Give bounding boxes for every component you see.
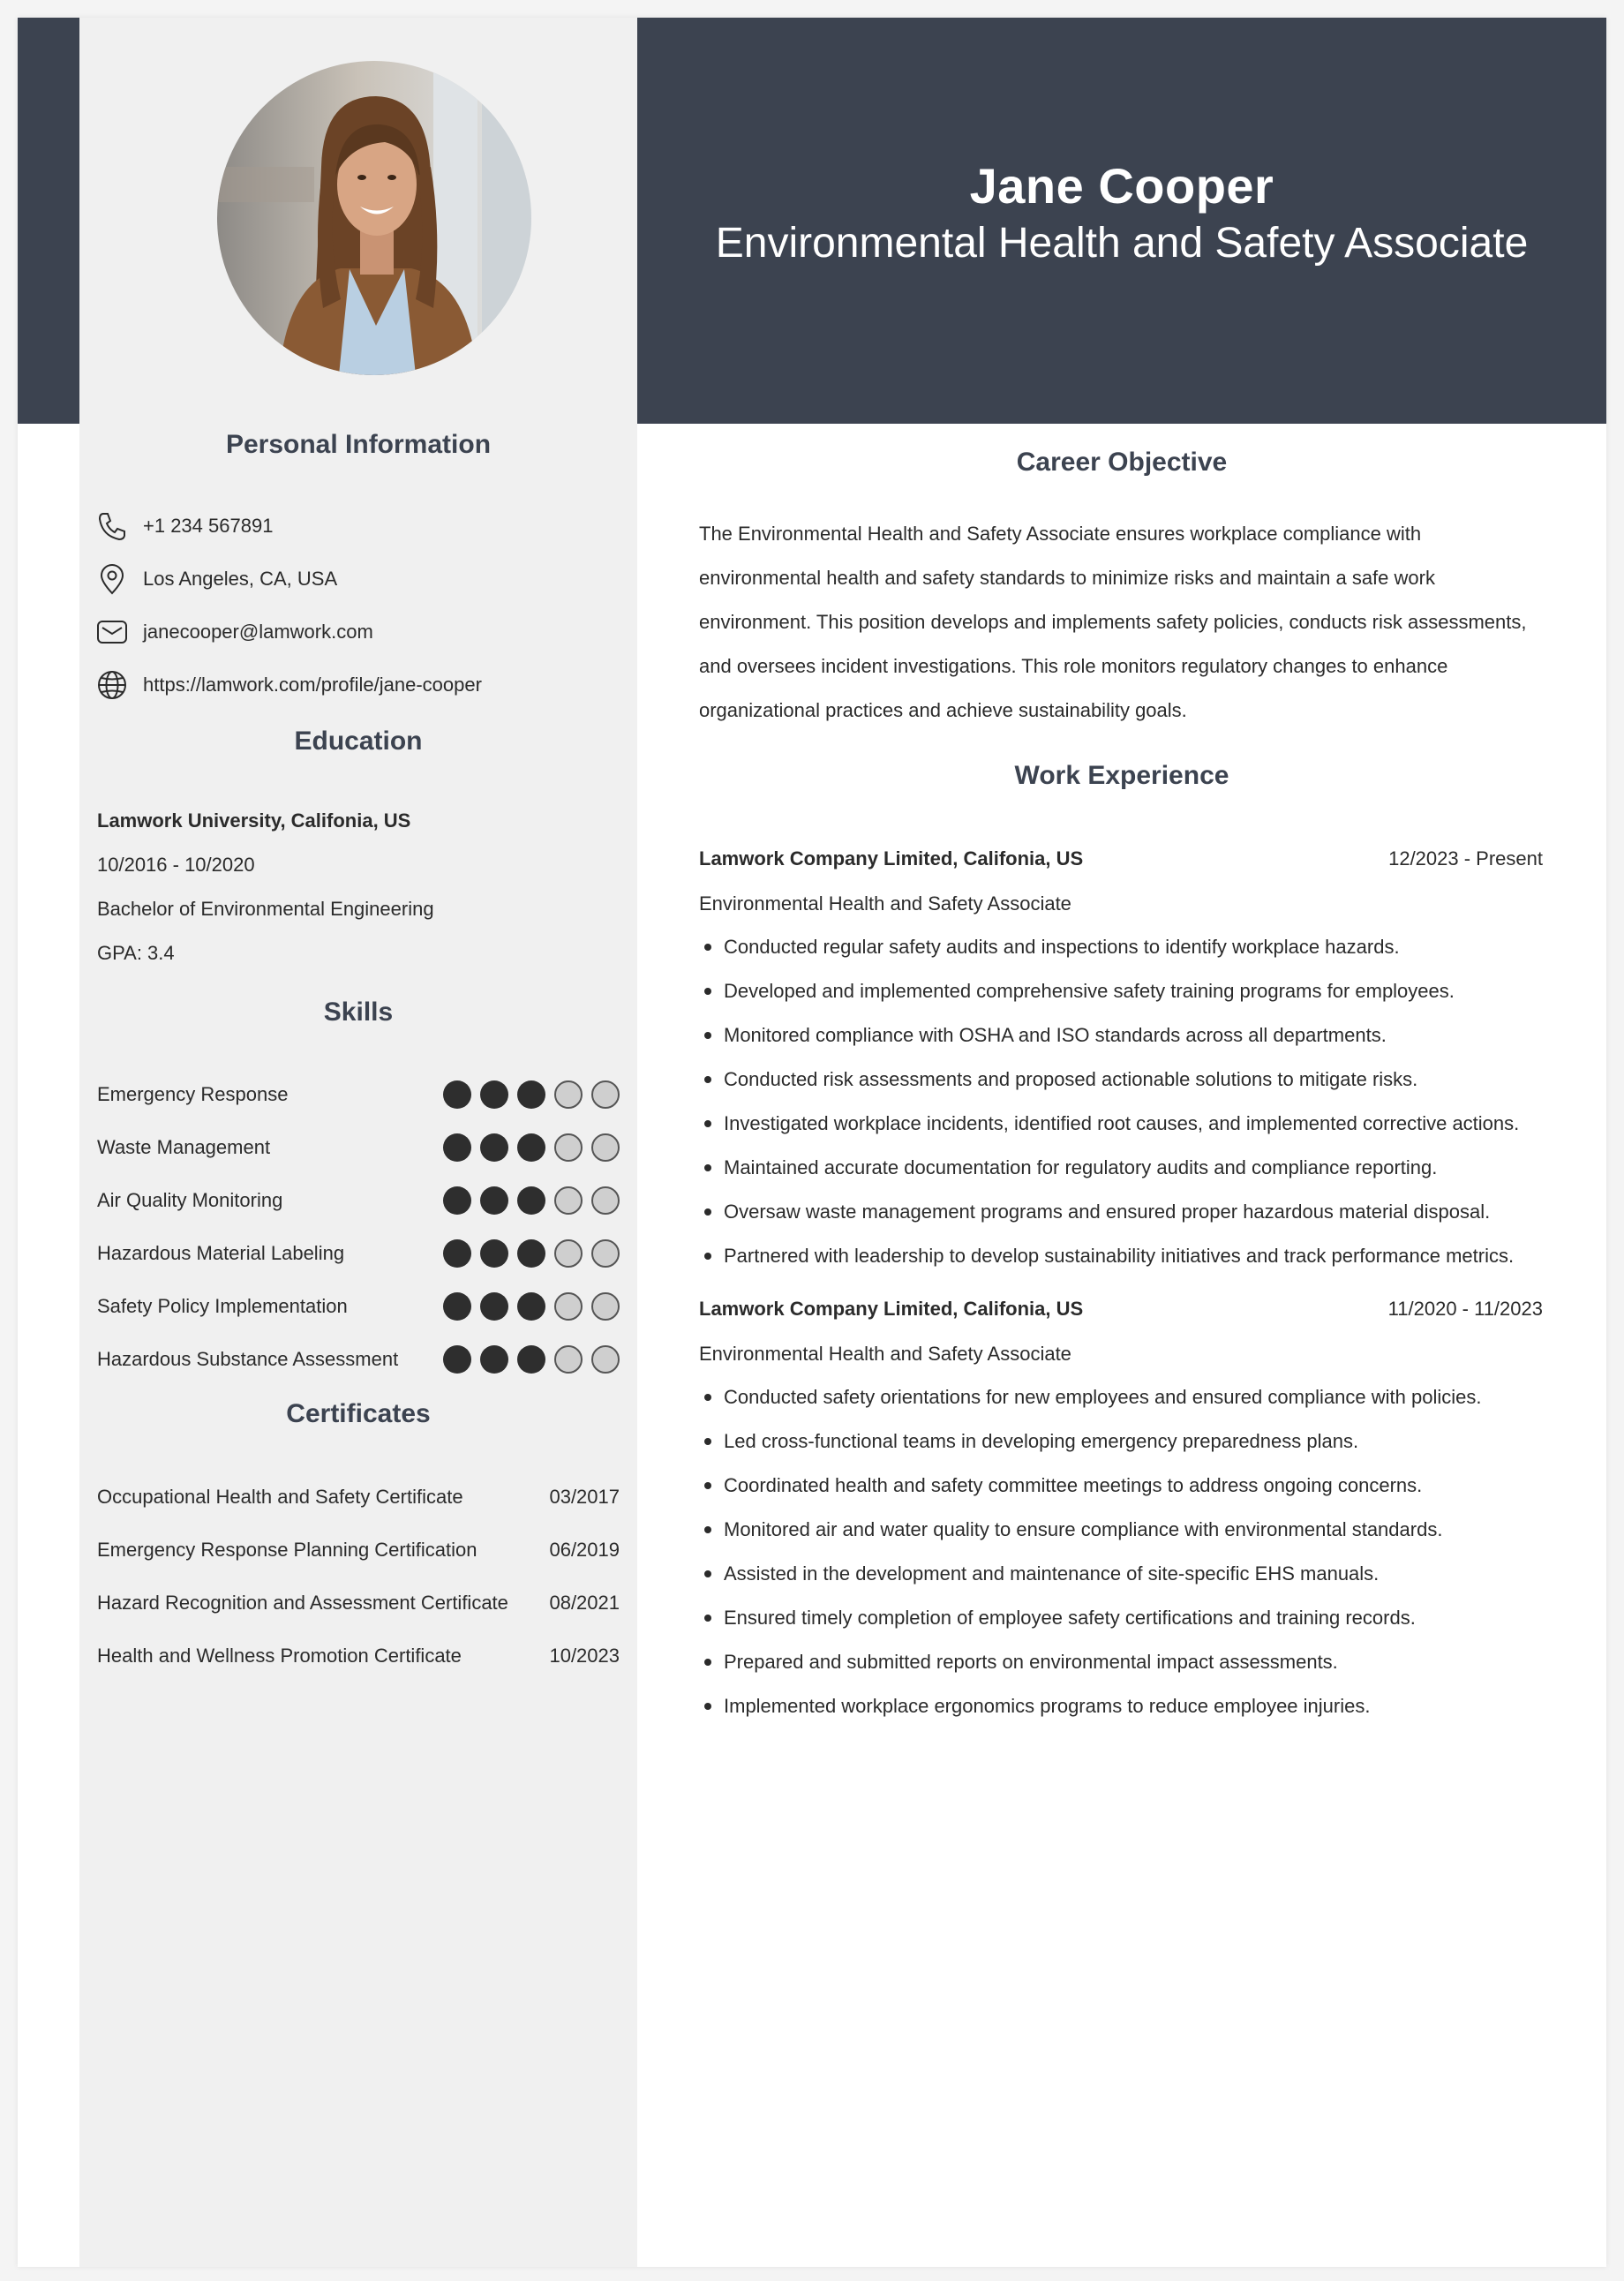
website-text[interactable]: https://lamwork.com/profile/jane-cooper [143,674,482,696]
skill-rating [443,1239,620,1268]
certificate-date: 10/2023 [549,1645,620,1667]
job-bullet [724,1152,1437,1184]
bullet-marker [704,1394,711,1401]
work-experience-title: Work Experience [1014,761,1229,790]
certificate-row [97,1534,620,1566]
bullet-marker [704,1615,711,1622]
skill-name: Air Quality Monitoring [97,1189,283,1211]
bullet-marker [704,1570,711,1577]
rating-dot-filled [480,1080,508,1109]
bullet-marker [704,1120,711,1127]
certificate-row [97,1481,620,1513]
job-bullet [724,1108,1519,1140]
skills-title: Skills [323,997,394,1027]
bullet-text: Coordinated health and safety committee meetings to address ongoing concerns. [724,1474,1423,1496]
skill-rating [443,1345,620,1374]
education-dates: 10/2016 - 10/2020 [97,854,255,876]
education-gpa: GPA: 3.4 [97,942,175,964]
bullet-text: Assisted in the development and maintenance of site-specific EHS manuals. [724,1562,1380,1585]
job-bullet [724,931,1400,963]
job-bullet [724,1690,1370,1722]
skill-row [97,1132,620,1163]
job-bullet [724,1020,1387,1051]
rating-dot-filled [443,1345,471,1374]
rating-dot-filled [443,1133,471,1162]
bullet-text: Monitored air and water quality to ensure compliance with environmental standards. [724,1518,1443,1540]
rating-dot-filled [517,1133,545,1162]
skill-name: Safety Policy Implementation [97,1295,348,1317]
certificate-name: Emergency Response Planning Certification [97,1539,477,1561]
location-row [95,561,337,597]
skill-row [97,1079,620,1110]
job-bullet [724,1514,1442,1546]
rating-dot-empty [591,1133,620,1162]
skill-rating [443,1080,620,1109]
globe-icon [95,668,129,702]
certificate-date: 03/2017 [549,1486,620,1508]
skill-name: Waste Management [97,1136,271,1158]
bullet-marker [704,1076,711,1083]
bullet-text: Monitored compliance with OSHA and ISO standards across all departments. [724,1024,1387,1046]
rating-dot-empty [554,1345,583,1374]
phone-row [95,508,273,544]
rating-dot-filled [443,1186,471,1215]
bullet-text: Implemented workplace ergonomics programs to reduce employee injuries. [724,1695,1371,1717]
bullet-marker [704,1032,711,1039]
rating-dot-filled [517,1345,545,1374]
email-text[interactable]: janecooper@lamwork.com [143,621,373,643]
certificate-row [97,1587,620,1619]
rating-dot-filled [443,1239,471,1268]
rating-dot-filled [443,1080,471,1109]
bullet-marker [704,1703,711,1710]
certificate-date: 06/2019 [549,1539,620,1561]
job-company: Lamwork Company Limited, Califonia, US [699,1298,1084,1320]
bullet-marker [704,988,711,995]
job-dates: 12/2023 - Present [1388,847,1543,869]
bullet-text: Investigated workplace incidents, identified root causes, and implemented corrective actions. [724,1112,1520,1134]
rating-dot-filled [517,1239,545,1268]
certificate-name: Health and Wellness Promotion Certificate [97,1645,462,1667]
phone-icon [95,509,129,543]
rating-dot-filled [480,1292,508,1321]
avatar [217,61,531,375]
certificate-date: 08/2021 [549,1592,620,1614]
job-bullet [724,1426,1358,1457]
location-text: Los Angeles, CA, USA [143,568,338,590]
bullet-text: Conducted regular safety audits and inspections to identify workplace hazards. [724,936,1400,958]
education-title: Education [294,726,423,756]
rating-dot-filled [480,1239,508,1268]
skill-row [97,1185,620,1216]
bullet-marker [704,1659,711,1666]
location-pin-icon [95,562,129,596]
rating-dot-empty [554,1080,583,1109]
phone-text: +1 234 567891 [143,515,274,537]
job-bullet [724,1381,1481,1413]
skill-name: Emergency Response [97,1083,289,1105]
bullet-text: Conducted safety orientations for new employees and ensured compliance with policies. [724,1386,1482,1408]
rating-dot-empty [591,1186,620,1215]
candidate-name: Jane Cooper [969,158,1274,214]
job-bullet [724,1196,1490,1228]
bullet-text: Oversaw waste management programs and ensured proper hazardous material disposal. [724,1201,1491,1223]
rating-dot-filled [517,1080,545,1109]
bullet-marker [704,1253,711,1260]
rating-dot-empty [591,1292,620,1321]
rating-dot-filled [517,1292,545,1321]
email-row [95,614,373,650]
bullet-marker [704,1482,711,1489]
skill-row [97,1238,620,1269]
website-row [95,667,482,703]
job-company: Lamwork Company Limited, Califonia, US [699,847,1084,869]
skill-name: Hazardous Substance Assessment [97,1348,399,1370]
skill-row [97,1344,620,1375]
certificate-name: Occupational Health and Safety Certificate [97,1486,463,1508]
certificate-row [97,1640,620,1672]
resume-page [18,18,1606,2267]
rating-dot-filled [480,1345,508,1374]
job-dates: 11/2020 - 11/2023 [1387,1298,1543,1320]
main-content [637,18,1606,2267]
avatar-photo [217,61,531,375]
job-bullet [724,1602,1416,1634]
job-header [699,1293,1543,1325]
skill-name: Hazardous Material Labeling [97,1242,345,1264]
job-bullet [724,1558,1379,1590]
skill-rating [443,1292,620,1321]
career-objective-title: Career Objective [1016,448,1228,477]
bullet-text: Ensured timely completion of employee safety certifications and training records. [724,1607,1416,1629]
rating-dot-empty [554,1292,583,1321]
bullet-text: Prepared and submitted reports on environmental impact assessments. [724,1651,1338,1673]
job-bullet [724,1240,1514,1272]
certificates-title: Certificates [286,1399,431,1428]
job-position: Environmental Health and Safety Associate [699,1343,1071,1365]
job-bullet [724,975,1455,1007]
rating-dot-filled [517,1186,545,1215]
bullet-text: Partnered with leadership to develop sustainability initiatives and track performance metrics. [724,1245,1515,1267]
bullet-marker [704,1438,711,1445]
skill-rating [443,1133,620,1162]
rating-dot-empty [591,1345,620,1374]
rating-dot-empty [591,1239,620,1268]
career-objective-text: The Environmental Health and Safety Associate ensures workplace compliance with environmental health and safety standards to minimize risks and maintain a safe work environment. This position develops and implements safety policies, conducts risk assessments, and oversees incident investigations. This role monitors regulatory changes to enhance organizational practices and achieve sustainability goals. [699,523,1527,721]
bullet-text: Conducted risk assessments and proposed actionable solutions to mitigate risks. [724,1068,1418,1090]
rating-dot-filled [443,1292,471,1321]
job-bullet [724,1064,1417,1095]
education-degree: Bachelor of Environmental Engineering [97,898,434,920]
left-accent-strip [18,18,79,424]
bullet-marker [704,944,711,951]
skill-rating [443,1186,620,1215]
rating-dot-empty [554,1239,583,1268]
sidebar [79,18,637,2267]
personal-info-title: Personal Information [225,430,492,459]
bullet-marker [704,1526,711,1533]
rating-dot-empty [554,1133,583,1162]
job-bullet [724,1646,1338,1678]
education-school: Lamwork University, Califonia, US [97,809,411,832]
candidate-role: Environmental Health and Safety Associate [715,220,1529,267]
bullet-text: Developed and implemented comprehensive safety training programs for employees. [724,980,1455,1002]
bullet-text: Maintained accurate documentation for regulatory audits and compliance reporting. [724,1156,1438,1178]
bullet-text: Led cross-functional teams in developing emergency preparedness plans. [724,1430,1359,1452]
rating-dot-empty [591,1080,620,1109]
skill-row [97,1291,620,1322]
rating-dot-empty [554,1186,583,1215]
bullet-marker [704,1208,711,1216]
rating-dot-filled [480,1133,508,1162]
bullet-marker [704,1164,711,1171]
job-bullet [724,1470,1422,1502]
job-header [699,843,1543,875]
certificate-name: Hazard Recognition and Assessment Certificate [97,1592,508,1614]
envelope-icon [95,615,129,649]
job-position: Environmental Health and Safety Associate [699,892,1071,915]
rating-dot-filled [480,1186,508,1215]
